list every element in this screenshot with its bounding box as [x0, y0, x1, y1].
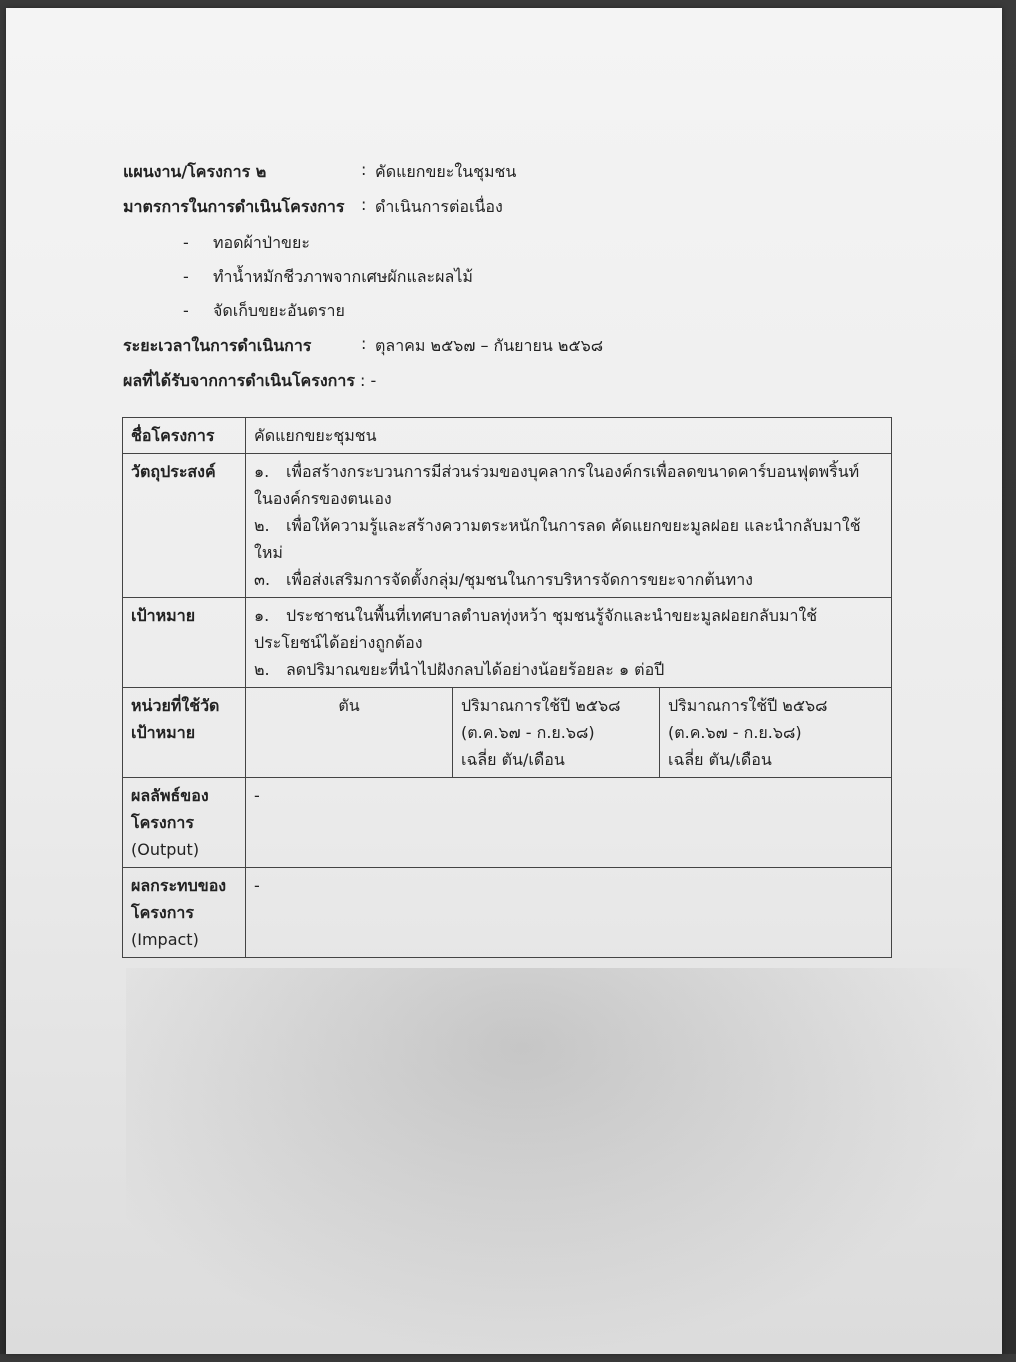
table-row — [123, 688, 892, 778]
period-line — [123, 334, 604, 359]
usage-column-1 — [453, 688, 660, 778]
unit-label-line: หน่วยที่ใช้วัด — [131, 696, 220, 715]
result-value: : - — [360, 371, 377, 390]
output-label-line: โครงการ — [131, 813, 194, 832]
targets-label: เป้าหมาย — [123, 598, 246, 688]
targets-cell — [246, 598, 892, 688]
target-number: ๑. — [254, 606, 270, 625]
usage-line: เฉลี่ย ตัน/เดือน — [461, 750, 565, 769]
unit-label — [123, 688, 246, 778]
target-number: ๒. — [254, 660, 270, 679]
unit-label-line: เป้าหมาย — [131, 723, 196, 742]
usage-line: (ต.ค.๖๗ - ก.ย.๖๘) — [461, 723, 595, 742]
objective-item — [254, 458, 883, 485]
plan-colon: : — [361, 160, 367, 179]
impact-label-line: โครงการ — [131, 903, 194, 922]
usage-line: เฉลี่ย ตัน/เดือน — [668, 750, 772, 769]
plan-line — [123, 160, 517, 185]
objective-item — [254, 566, 883, 593]
project-name-label: ชื่อโครงการ — [123, 418, 246, 454]
bullet-text: ทอดผ้าป่าขยะ — [213, 233, 310, 252]
bullet-text: ทำน้ำหมักชีวภาพจากเศษผักและผลไม้ — [213, 267, 473, 286]
table-row — [123, 868, 892, 958]
measure-bullet: - ทำน้ำหมักชีวภาพจากเศษผักและผลไม้ — [183, 267, 473, 286]
objective-continuation: ใหม่ — [254, 543, 283, 562]
period-label: ระยะเวลาในการดำเนินการ — [123, 336, 312, 355]
objective-text: เพื่อสร้างกระบวนการมีส่วนร่วมของบุคลากรในองค์กรเพื่อลดขนาดคาร์บอนฟุตพริ้นท์ — [286, 462, 860, 481]
target-item — [254, 656, 883, 683]
output-label-line: ผลลัพธ์ของ — [131, 786, 209, 805]
output-label — [123, 778, 246, 868]
measure-colon: : — [361, 195, 367, 214]
target-item — [254, 602, 883, 629]
output-value: - — [246, 778, 892, 868]
project-name-value: คัดแยกขยะชุมชน — [246, 418, 892, 454]
impact-label-line: ผลกระทบของ — [131, 876, 227, 895]
plan-label: แผนงาน/โครงการ ๒ — [123, 162, 267, 181]
project-table — [122, 417, 892, 958]
unit-value: ตัน — [246, 688, 453, 778]
usage-line: (ต.ค.๖๗ - ก.ย.๖๘) — [668, 723, 802, 742]
objective-number: ๒. — [254, 516, 270, 535]
objective-number: ๓. — [254, 570, 271, 589]
result-line — [123, 369, 376, 394]
objective-item — [254, 512, 883, 539]
photo-shadow — [126, 968, 1006, 1362]
usage-line: ปริมาณการใช้ปี ๒๕๖๘ — [668, 696, 828, 715]
objective-number: ๑. — [254, 462, 270, 481]
impact-label-line: (Impact) — [131, 930, 199, 949]
output-label-line: (Output) — [131, 840, 200, 859]
objective-text: เพื่อให้ความรู้และสร้างความตระหนักในการลด คัดแยกขยะมูลฝอย และนำกลับมาใช้ — [286, 516, 861, 535]
objectives-cell — [246, 454, 892, 598]
period-colon: : — [361, 334, 367, 353]
target-text: ประชาชนในพื้นที่เทศบาลตำบลทุ่งหว้า ชุมชนรู้จักและนำขยะมูลฝอยกลับมาใช้ — [286, 606, 818, 625]
plan-value: คัดแยกขยะในชุมชน — [375, 162, 517, 181]
impact-value: - — [246, 868, 892, 958]
table-row — [123, 454, 892, 598]
bullet-text: จัดเก็บขยะอันตราย — [213, 301, 345, 320]
measure-label: มาตรการในการดำเนินโครงการ — [123, 197, 345, 216]
target-continuation: ประโยชน์ได้อย่างถูกต้อง — [254, 633, 423, 652]
objective-continuation: ในองค์กรของตนเอง — [254, 489, 392, 508]
table-row — [123, 778, 892, 868]
table-row — [123, 598, 892, 688]
target-text: ลดปริมาณขยะที่นำไปฝังกลบได้อย่างน้อยร้อยละ ๑ ต่อปี — [286, 660, 665, 679]
measure-line — [123, 195, 503, 220]
objectives-label: วัตถุประสงค์ — [123, 454, 246, 598]
result-label: ผลที่ได้รับจากการดำเนินโครงการ — [123, 371, 355, 390]
objective-text: เพื่อส่งเสริมการจัดตั้งกลุ่ม/ชุมชนในการบริหารจัดการขยะจากต้นทาง — [286, 570, 753, 589]
measure-bullet: - จัดเก็บขยะอันตราย — [183, 301, 345, 320]
usage-line: ปริมาณการใช้ปี ๒๕๖๘ — [461, 696, 621, 715]
measure-bullet: - ทอดผ้าป่าขยะ — [183, 233, 310, 252]
impact-label — [123, 868, 246, 958]
usage-column-2 — [660, 688, 892, 778]
table-row — [123, 418, 892, 454]
period-value: ตุลาคม ๒๕๖๗ – กันยายน ๒๕๖๘ — [375, 336, 604, 355]
measure-value: ดำเนินการต่อเนื่อง — [375, 197, 503, 216]
